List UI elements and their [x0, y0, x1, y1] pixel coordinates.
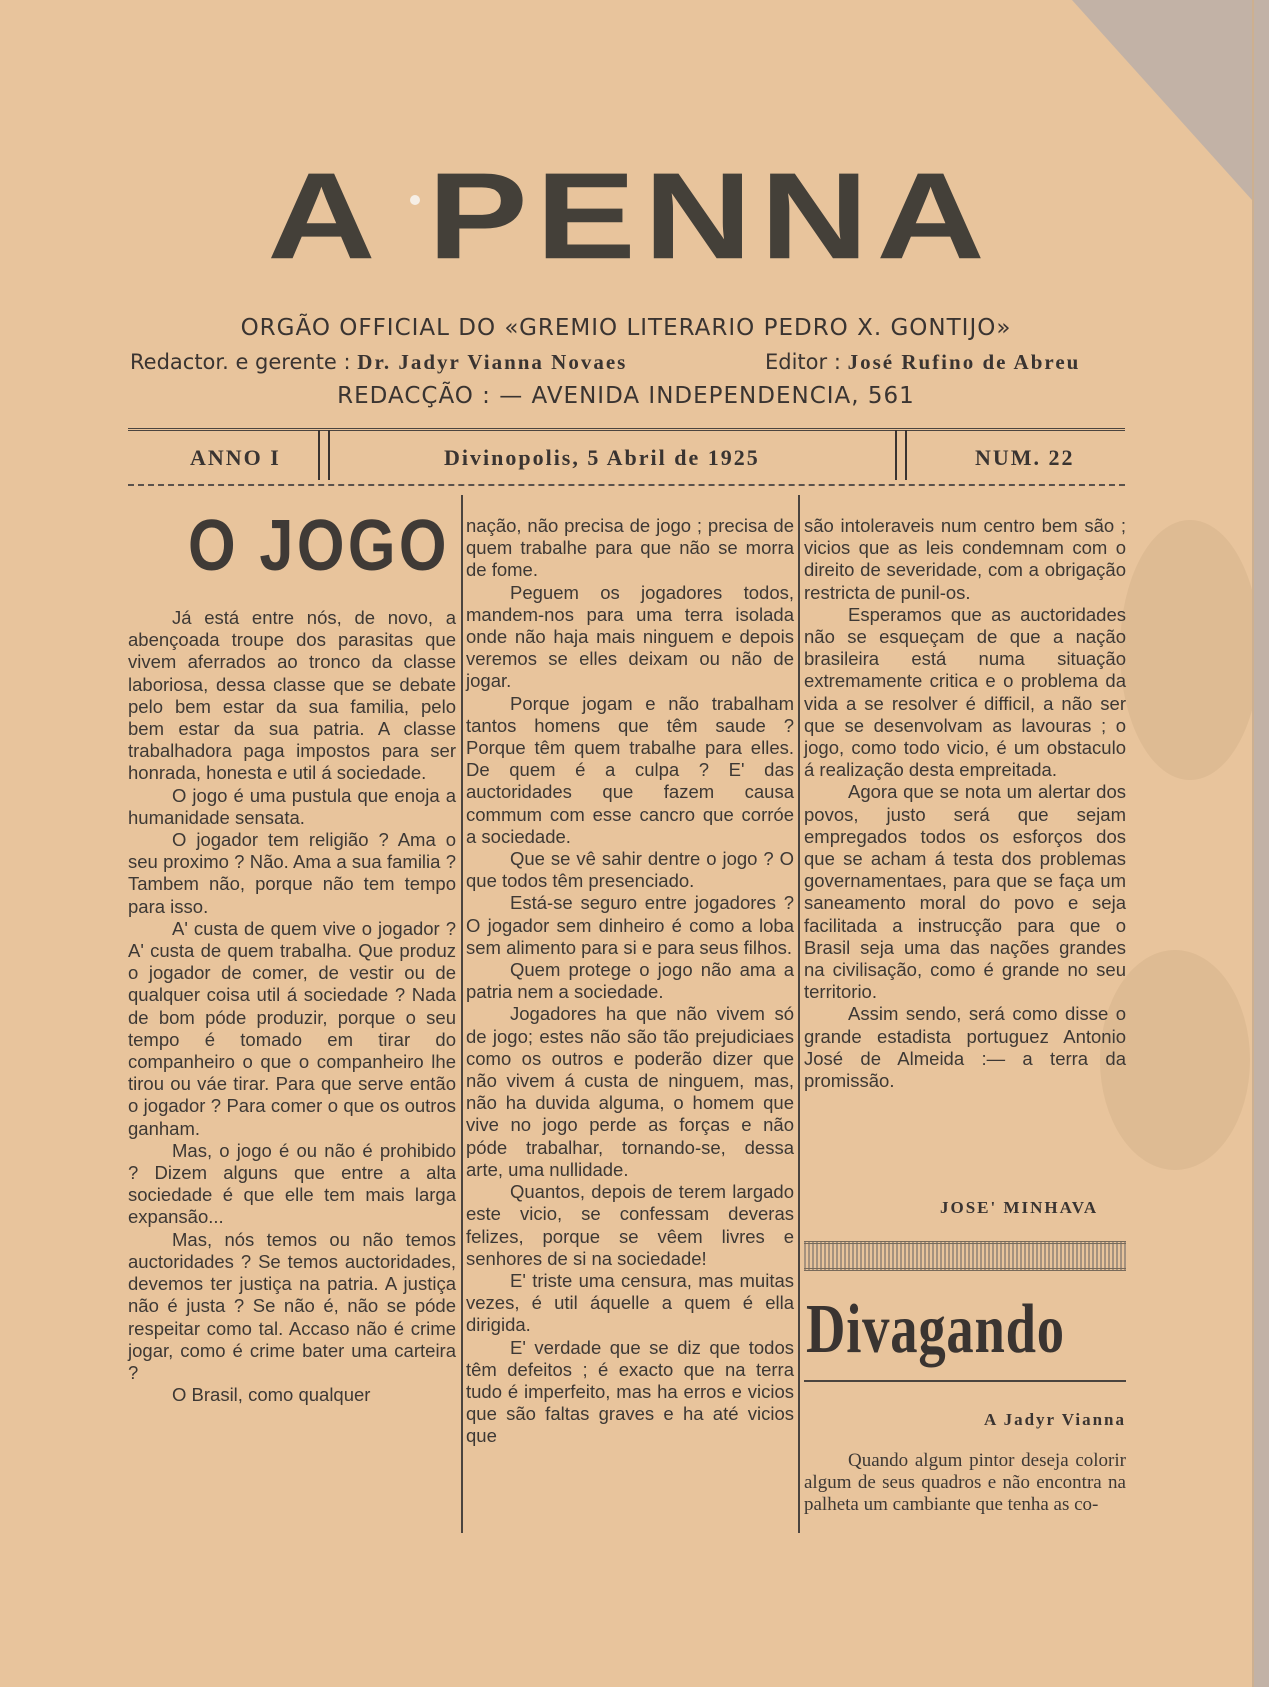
dateline-divider: [895, 430, 907, 480]
paragraph: E' verdade que se diz que todos têm defeitos ; é exacto que na terra tudo é imperfeito, mas ha erros e vicios que são faltas graves e ha até vicios que: [466, 1336, 794, 1447]
bottom-rule: [128, 484, 1125, 486]
paragraph: Mas, nós temos ou não temos auctoridades ? Se temos auctoridades, devemos ter justiça na patria. A justiça não é justa ? Se não é, não se póde respeitar como tal. Accaso não é crime jogar, como é crime bater uma carteira ?: [128, 1228, 456, 1383]
article-signature: JOSE' MINHAVA: [940, 1198, 1099, 1217]
article-column-1: [128, 607, 456, 1406]
paragraph: O jogador tem religião ? Ama o seu proximo ? Não. Ama a sua familia ? Tambem não, porque não tem tempo para isso.: [128, 829, 456, 917]
paragraph: Porque jogam e não trabalham tantos homens que têm saude ? Porque têm quem trabalhe para elles. De quem é a culpa ? E' das auctoridades que fazem causa commum com esse cancro que corróe a sociedade.: [466, 692, 794, 847]
paragraph: Quando algum pintor deseja colorir algum de seus quadros e não encontra na palheta um cambiante que tenha as co-: [804, 1450, 1126, 1516]
column-rule: [461, 495, 463, 1533]
paper-stain: [1120, 520, 1254, 780]
place-date: Divinopolis, 5 Abril de 1925: [444, 445, 760, 470]
paragraph: Quantos, depois de terem largado este vicio, se confessam deveras felizes, porque se vêem livres e senhores de si na sociedade!: [466, 1181, 794, 1269]
folded-corner: [1072, 0, 1252, 200]
paragraph: Esperamos que as auctoridades não se esqueçam de que a nação brasileira está numa situação extremamente critica e o problema da vida a se resolver é difficil, a não ser que se desenvolvam as lavouras ; o jogo, como todo vicio, é um obstaculo á realização desta empreitada.: [804, 603, 1126, 781]
paragraph: Está-se seguro entre jogadores ? O jogador sem dinheiro é como a loba sem alimento para si e para seus filhos.: [466, 892, 794, 958]
paragraph: são intoleraveis num centro bem são ; vicios que as leis condemnam com o direito de severidade, com a obrigação restricta de punil-os.: [804, 515, 1126, 603]
paragraph: Agora que se nota um alertar dos povos, justo será que sejam empregados todos os esforços dos que se acham á testa dos problemas governamentaes, para que se faça um saneamento moral do povo e seja facilitada a instrucção para que o Brasil seja uma das nações grandes na civilisação, como é grande no seu territorio.: [804, 781, 1126, 1003]
article-column-3: [804, 515, 1126, 1092]
paragraph: Jogadores ha que não vivem só de jogo; estes não são tão prejudiciaes como os outros e poderão dizer que não vivem á custa de ninguem, mas, não ha duvida alguma, o homem que vive no jogo perde as forças e não póde trabalhar, tornando-se, dessa arte, uma nullidade.: [466, 1003, 794, 1180]
editor-name: José Rufino de Abreu: [847, 350, 1081, 374]
paragraph: Assim sendo, será como disse o grande estadista portuguez Antonio José de Almeida :— a terra da promissão.: [804, 1003, 1126, 1092]
byline: A Jadyr Vianna: [983, 1410, 1126, 1429]
paragraph: E' triste uma censura, mas muitas vezes, é util áquelle a quem é ella dirigida.: [466, 1269, 794, 1336]
paragraph: Já está entre nós, de novo, a abençoada troupe dos parasitas que vivem aferrados ao tronco da classe laboriosa, dessa classe que se debate pelo bem estar da sua familia, pelo bem estar da sua patria. A classe trabalhadora paga impostos para ser honrada, honesta e util á sociedade.: [128, 607, 456, 784]
paragraph: nação, não precisa de jogo ; precisa de quem trabalhe para que não se morra de fome.: [466, 515, 794, 581]
article-column-2: [466, 515, 794, 1448]
paragraph: Quem protege o jogo não ama a patria nem a sociedade.: [466, 959, 794, 1003]
paragraph: O jogo é uma pustula que enoja a humanidade sensata.: [128, 784, 456, 828]
top-rule: [128, 428, 1125, 431]
address-line: REDACÇÃO : — AVENIDA INDEPENDENCIA, 561: [337, 383, 915, 409]
redactor-name: Dr. Jadyr Vianna Novaes: [357, 350, 628, 374]
paragraph: Que se vê sahir dentre o jogo ? O que todos têm presenciado.: [466, 848, 794, 892]
editor-label: Editor :: [765, 350, 841, 374]
redactor-line: [130, 350, 627, 375]
article-headline: O JOGO: [188, 506, 450, 586]
paragraph: Peguem os jogadores todos, mandem-nos para uma terra isolada onde não haja mais ninguem e depois veremos se elles deixam ou não de jogar.: [466, 581, 794, 692]
headline-rule: [804, 1380, 1126, 1382]
year-label: ANNO I: [190, 445, 281, 470]
organ-line: ORGÃO OFFICIAL DO «GREMIO LITERARIO PEDRO X. GONTIJO»: [240, 315, 1012, 341]
section-separator: [804, 1241, 1126, 1271]
dateline-divider: [318, 430, 330, 480]
paragraph: Mas, o jogo é ou não é prohibido ? Dizem alguns que entre a alta sociedade é que elle tem mais larga expansão...: [128, 1139, 456, 1228]
issue-number: NUM. 22: [975, 445, 1075, 470]
second-article-body: [804, 1450, 1126, 1517]
second-headline: Divagando: [806, 1291, 1065, 1368]
redactor-label: Redactor. e gerente :: [130, 350, 351, 374]
dateline: [128, 440, 1125, 482]
paragraph: O Brasil, como qualquer: [172, 1384, 371, 1406]
masthead-title: A PENNA: [267, 146, 993, 285]
paragraph: A' custa de quem vive o jogador ? A' custa de quem trabalha. Que produz o jogador de comer, de vestir ou de qualquer coisa util á sociedade ? Nada de bom póde produzir, porque o seu tempo é tomado em tirar do companheiro o que o companheiro lhe tirou ou váe tirar. Para que serve então o jogador ? Para comer o que os outros ganham.: [128, 917, 456, 1139]
editor-line: [765, 350, 1080, 375]
column-rule: [798, 495, 800, 1533]
